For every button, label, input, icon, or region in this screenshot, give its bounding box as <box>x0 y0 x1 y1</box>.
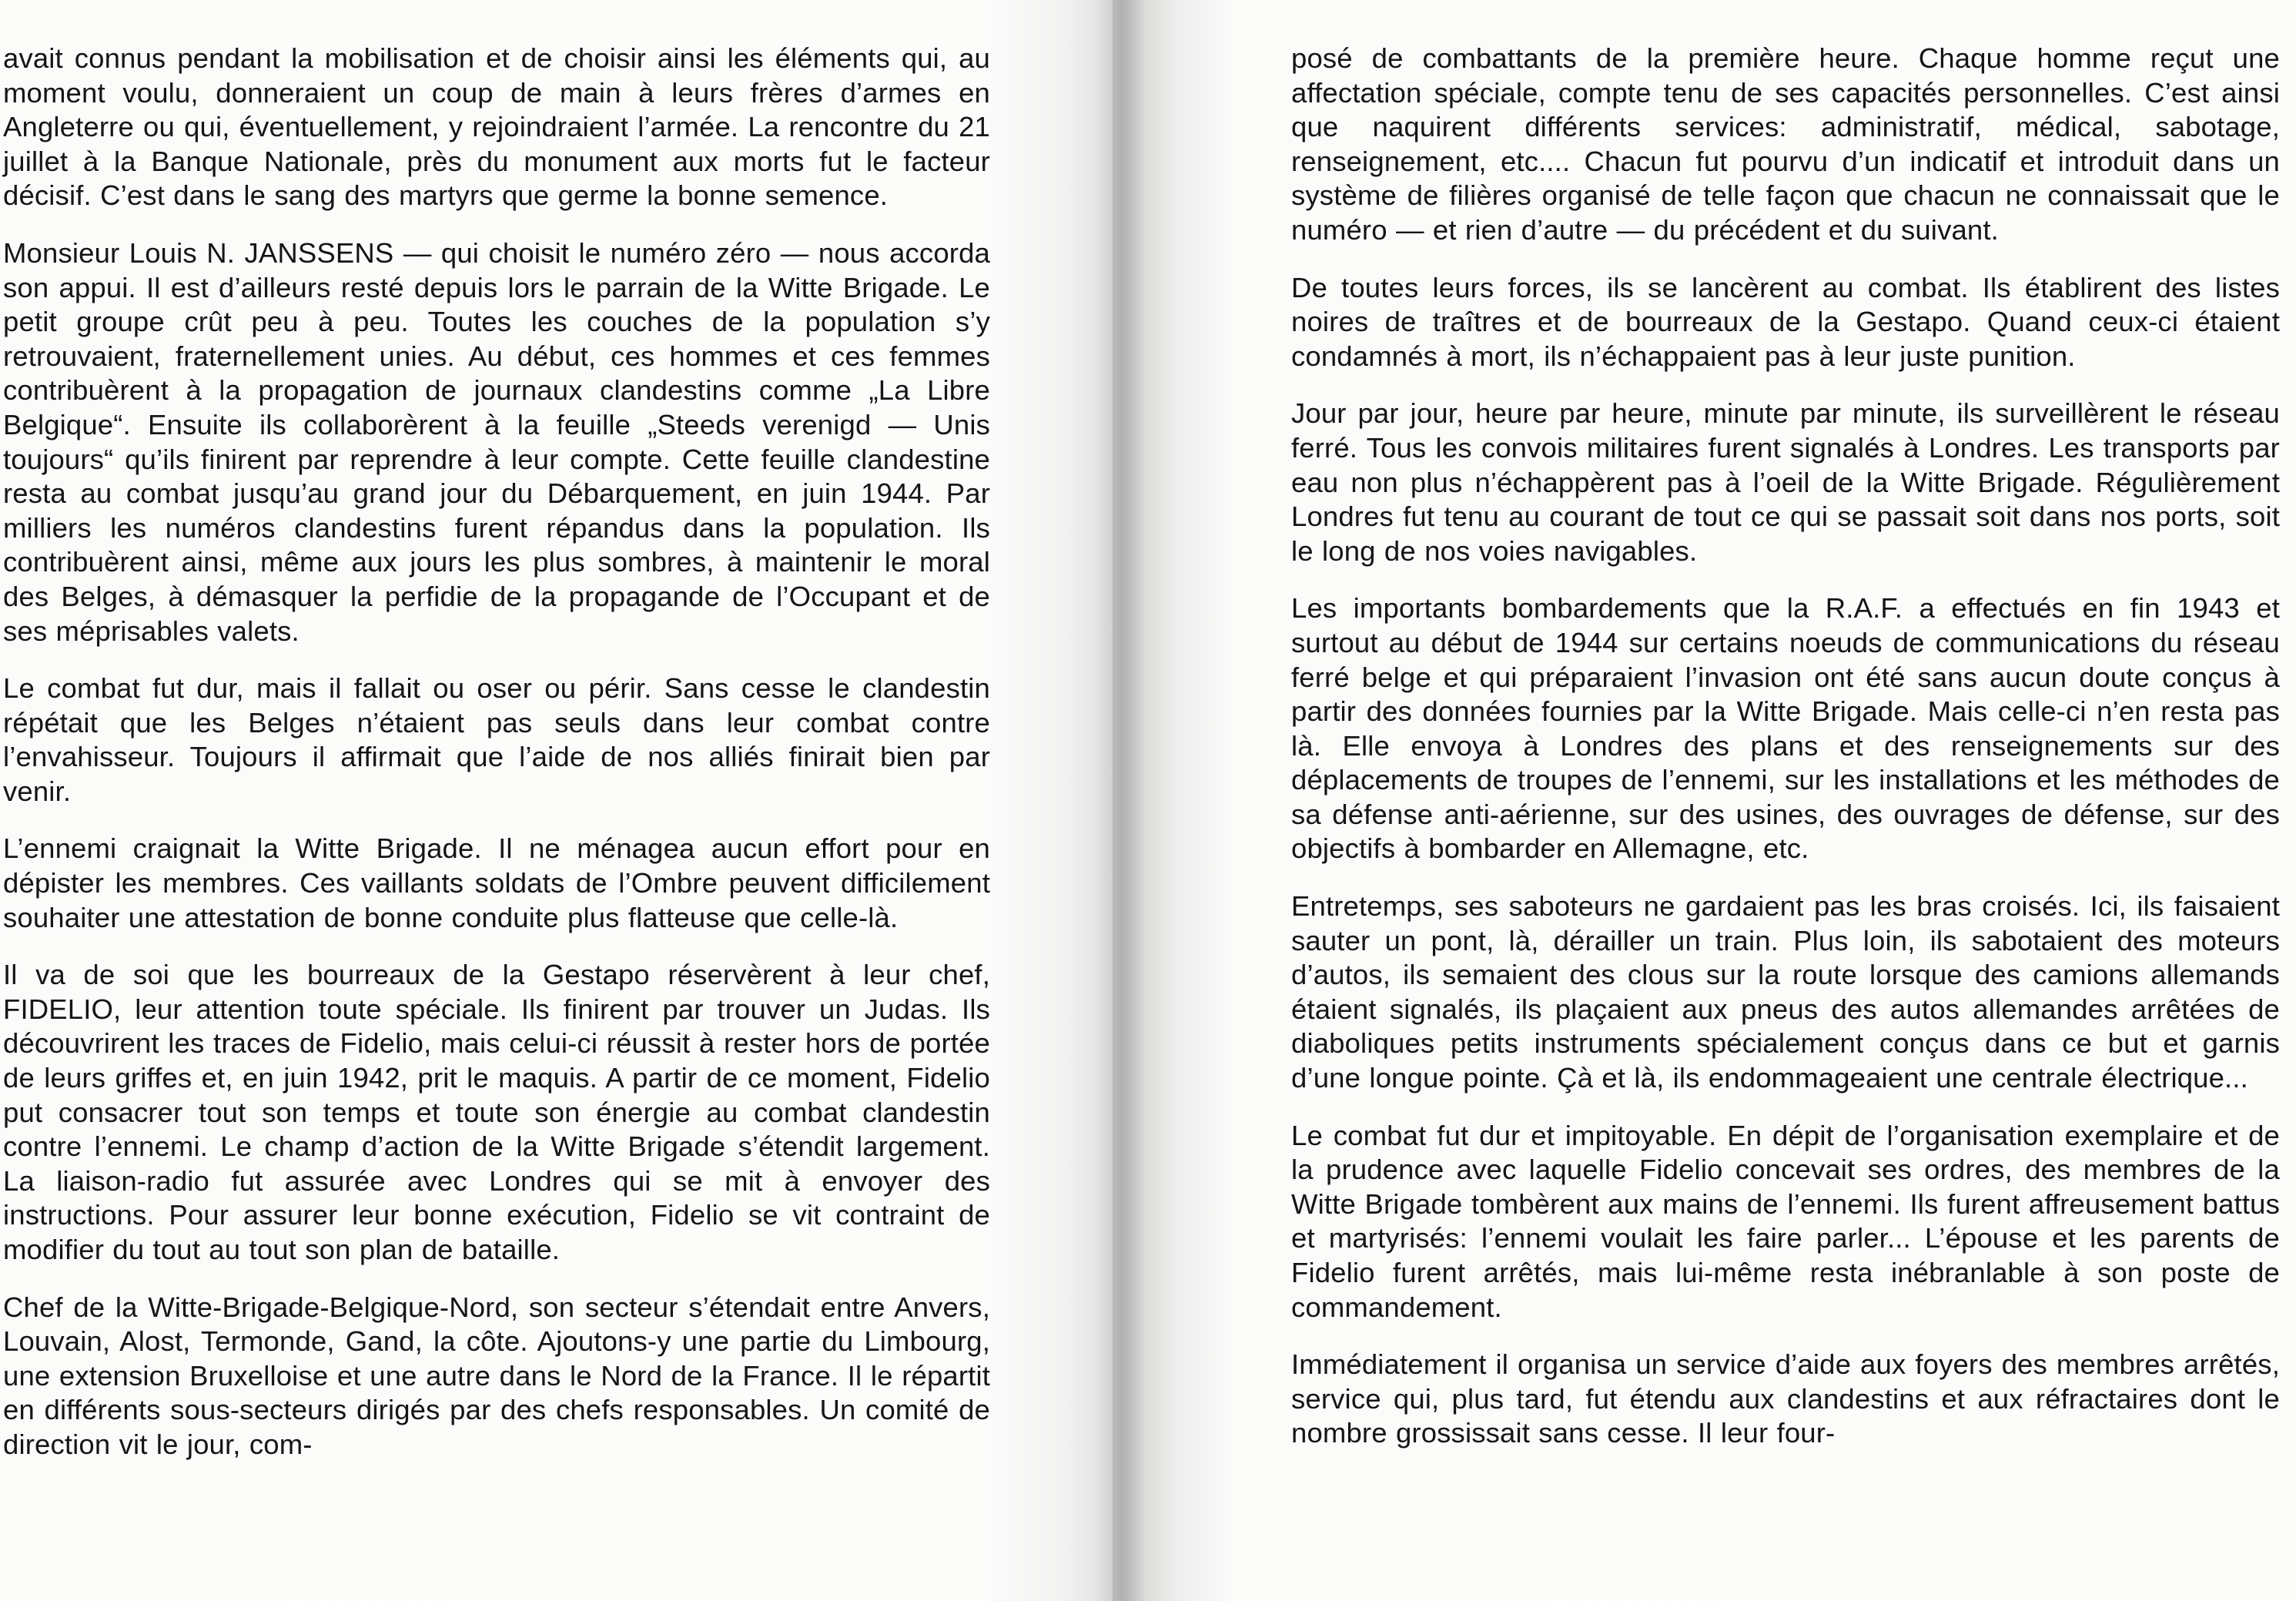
paragraph: Monsieur Louis N. JANSSENS — qui choisit le numéro zéro — nous accorda son appui. Il est d’ailleurs resté depuis lors le parrain de la Witte Brigade. Le petit groupe crût peu à peu. Toutes les couches de la population s’y retrouvaient, fraternellement unies. Au début, ces hommes et ces femmes contribuèrent à la propagation de journaux clandestins comme „La Libre Belgique“. Ensuite ils collaborèrent à la feuille „Steeds verenigd — Unis toujours“ qu’ils finirent par reprendre à leur compte. Cette feuille clandestine resta au combat jusqu’au grand jour du Débarquement, en juin 1944. Par milliers les numéros clandestins furent répandus dans la population. Ils contribuèrent ainsi, même aux jours les plus sombres, à maintenir le moral des Belges, à démasquer la perfidie de la propagande de l’Occupant et de ses méprisables valets. <box>3 236 990 647</box>
left-page <box>0 0 1113 1601</box>
paragraph: Les importants bombardements que la R.A.F. a effectués en fin 1943 et surtout au début de 1944 sur certains noeuds de communications du réseau ferré belge et qui préparaient l’invasion ont été sans aucun doute conçus à partir des données fournies par la Witte Brigade. Mais celle-ci n’en resta pas là. Elle envoya à Londres des plans et des renseignements sur des déplacements de troupes de l’ennemi, sur les installations et les méthodes de sa défense anti-aérienne, sur des usines, des ouvrages de défense, sur des objectifs à bombarder en Allemagne, etc. <box>1291 592 2280 865</box>
paragraph: posé de combattants de la première heure. Chaque homme reçut une affectation spéciale, compte tenu de ses capacités personnelles. C’est ainsi que naquirent différents services: administratif, médical, sabotage, renseignement, etc.... Chacun fut pourvu d’un indicatif et introduit dans un système de filières organisé de telle façon que chacun ne connaissait que le numéro — et rien d’autre — du précédent et du suivant. <box>1291 42 2280 246</box>
paragraph: Entretemps, ses saboteurs ne gardaient pas les bras croisés. Ici, ils faisaient sauter un pont, là, dérailler un train. Plus loin, ils sabotaient des moteurs d’autos, ils semaient des clous sur la route lorsque des camions allemands étaient signalés, ils plaçaient aux pneus des autos allemandes arrêtées de diaboliques petits instruments spécialement conçus dans ce but et garnis d’une longue pointe. Çà et là, ils endommageaient une centrale électrique... <box>1291 890 2280 1094</box>
paragraph: L’ennemi craignait la Witte Brigade. Il ne ménagea aucun effort pour en dépister les membres. Ces vaillants soldats de l’Ombre peuvent difficilement souhaiter une attestation de bonne conduite plus flatteuse que celle-là. <box>3 832 990 933</box>
right-page-text <box>1291 42 2280 1474</box>
paragraph: Chef de la Witte-Brigade-Belgique-Nord, son secteur s’étendait entre Anvers, Louvain, Alost, Termonde, Gand, la côte. Ajoutons-y une partie du Limbourg, une extension Bruxelloise et une autre dans le Nord de la France. Il le répartit en différents sous-secteurs dirigés par des chefs responsables. Un comité de direction vit le jour, com- <box>3 1291 990 1460</box>
paragraph: Il va de soi que les bourreaux de la Gestapo réservèrent à leur chef, FIDELIO, leur attention toute spéciale. Ils finirent par trouver un Judas. Ils découvrirent les traces de Fidelio, mais celui-ci réussit à rester hors de portée de leurs griffes et, en juin 1942, prit le maquis. A partir de ce moment, Fidelio put consacrer tout son temps et toute son énergie au combat clandestin contre l’ennemi. Le champ d’action de la Witte Brigade s’étendit largement. La liaison-radio fut assurée avec Londres qui se mit à envoyer des instructions. Pour assurer leur bonne exécution, Fidelio se vit contraint de modifier du tout au tout son plan de bataille. <box>3 959 990 1265</box>
paragraph: Le combat fut dur et impitoyable. En dépit de l’organisation exemplaire et de la prudence avec laquelle Fidelio concevait ses ordres, des membres de la Witte Brigade tombèrent aux mains de l’ennemi. Ils furent affreusement battus et martyrisés: l’ennemi voulait les faire parler... L’épouse et les parents de Fidelio furent arrêtés, mais lui-même resta inébranlable à son poste de commandement. <box>1291 1119 2280 1323</box>
paragraph: avait connus pendant la mobilisation et de choisir ainsi les éléments qui, au moment voulu, donneraient un coup de main à leurs frères d’armes en Angleterre ou qui, éventuellement, y rejoindraient l’armée. La rencontre du 21 juillet à la Banque Nationale, près du monument aux morts fut le facteur décisif. C’est dans le sang des martyrs que germe la bonne semence. <box>3 42 990 212</box>
paragraph: De toutes leurs forces, ils se lancèrent au combat. Ils établirent des listes noires de traîtres et de bourreaux de la Gestapo. Quand ceux-ci étaient condamnés à mort, ils n’échappaient pas à leur juste punition. <box>1291 271 2280 372</box>
paragraph: Immédiatement il organisa un service d’aide aux foyers des membres arrêtés, service qui, plus tard, fut étendu aux clandestins et aux réfractaires dont le nombre grossissait sans cesse. Il leur four- <box>1291 1348 2280 1449</box>
right-page <box>1113 0 2296 1601</box>
left-page-text <box>3 42 990 1485</box>
paragraph: Le combat fut dur, mais il fallait ou oser ou périr. Sans cesse le clandestin répétait que les Belges n’étaient pas seuls dans leur combat contre l’envahisseur. Toujours il affirmait que l’aide de nos alliés finirait bien par venir. <box>3 672 990 807</box>
paragraph: Jour par jour, heure par heure, minute par minute, ils surveillèrent le réseau ferré. Tous les convois militaires furent signalés à Londres. Les transports par eau non plus n’échappèrent pas à l’oeil de la Witte Brigade. Régulièrement Londres fut tenu au courant de tout ce qui se passait soit dans nos ports, soit le long de nos voies navigables. <box>1291 397 2280 567</box>
